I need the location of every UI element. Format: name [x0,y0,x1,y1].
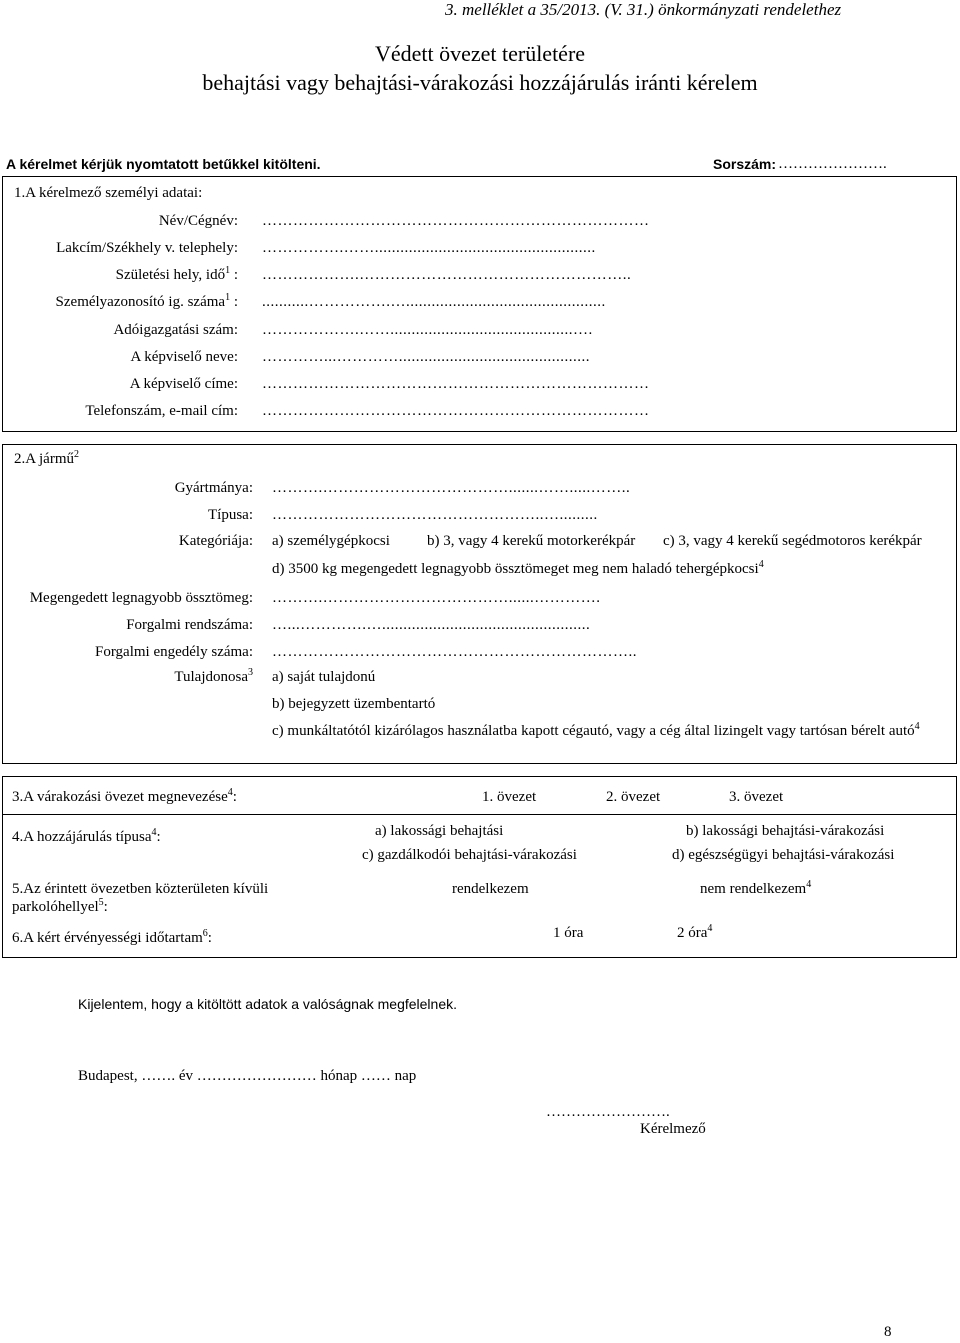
permit-type-option-d[interactable]: d) egészségügyi behajtási-várakozási [672,847,895,863]
representative-name-field[interactable]: …………...…………............................................. [262,349,590,365]
weight-label: Megengedett legnagyobb össztömeg: [29,590,253,606]
plate-label: Forgalmi rendszáma: [126,617,253,633]
category-option-a[interactable]: a) személygépkocsi [272,533,390,549]
permit-field[interactable]: …………………………………………………………….. [272,644,637,660]
contact-field[interactable]: ………………………………………………………………… [262,403,650,419]
type-field[interactable]: ……………………………………………..…......... [272,507,598,523]
address-label: Lakcím/Székhely v. telephely: [56,240,238,256]
id-number-label: Személyazonosító ig. száma$^1$ : [55,292,238,310]
representative-address-field[interactable]: ………………………………………………………………… [262,376,650,392]
type-label: Típusa: [208,507,253,523]
address-field[interactable]: …………….…….................................................... [262,240,596,256]
validity-option-2h[interactable]: 2 óra$^4$ [677,923,713,941]
zone-option-1[interactable]: 1. övezet [482,789,537,805]
permit-type-option-c[interactable]: c) gazdálkodói behajtási-várakozási [362,847,577,863]
id-number-field[interactable]: ...........…………….…............................................... [262,294,606,310]
parking-label-line1: 5.Az érintett övezetben közterületen kívüli [12,881,269,897]
annex-note: 3. melléklet a 35/2013. (V. 31.) önkormányzati rendelethez [445,0,842,19]
declaration-text: Kijelentem, hogy a kitöltött adatok a valóságnak megfelelnek. [78,996,458,1012]
weight-field[interactable]: ……….………………………………......…………. [272,590,601,606]
parking-option-yes[interactable]: rendelkezem [452,881,529,897]
owner-label: Tulajdonosa$^3$ [174,667,253,685]
permit-type-option-b[interactable]: b) lakossági behajtási-várakozási [686,823,885,839]
signature-line[interactable]: ……………………. [546,1104,670,1120]
signature-label: Kérelmező [640,1121,706,1137]
validity-option-1h[interactable]: 1 óra [553,925,584,941]
form-title-line2: behajtási vagy behajtási-várakozási hozzájárulás iránti kérelem [202,70,758,95]
date-line[interactable]: Budapest, ……. év …………………… hónap …… nap [78,1068,417,1084]
validity-label: 6.A kért érvényességi időtartam$^6$: [12,928,212,946]
permit-type-label: 4.A hozzájárulás típusa$^4$: [12,827,161,845]
serial-field[interactable]: …………………. [778,156,887,172]
owner-option-b[interactable]: b) bejegyzett üzembentartó [272,696,436,712]
form-title-line1: Védett övezet területére [374,41,586,66]
birth-label: Születési hely, idő$^1$ : [115,265,238,283]
page-number: 8 [884,1324,892,1340]
zone-label: 3.A várakozási övezet megnevezése$^4$: [12,787,237,805]
name-label: Név/Cégnév: [158,213,238,229]
owner-option-a[interactable]: a) saját tulajdonú [272,669,376,685]
tax-id-field[interactable]: ……………….……...........................................…. [262,322,593,338]
permit-type-option-a[interactable]: a) lakossági behajtási [375,823,504,839]
category-option-d[interactable]: d) 3500 kg megengedett legnagyobb össztömeget meg nem haladó tehergépkocsi$^4$ [272,559,764,577]
birth-field[interactable]: ……………….…………………………………………….. [262,267,632,283]
representative-address-label: A képviselő címe: [129,376,238,392]
make-field[interactable]: ……….……………………………….......…….....…….. [272,480,631,496]
owner-option-c[interactable]: c) munkáltatótól kizárólagos használatba kapott cégautó, vagy a cég által lizingelt vagy tartósan bérelt autó$^4$ [272,721,920,739]
name-field[interactable]: ………………………………………………………………… [262,213,650,229]
zone-option-2[interactable]: 2. övezet [606,789,661,805]
tax-id-label: Adóigazgatási szám: [113,322,238,338]
make-label: Gyártmánya: [174,480,253,496]
parking-label-line2: parkolóhellyel$^5$: [12,897,108,915]
zone-option-3[interactable]: 3. övezet [729,789,784,805]
plate-field[interactable]: …...………….…................................................. [272,617,591,633]
category-label: Kategóriája: [178,533,253,549]
representative-name-label: A képviselő neve: [130,349,238,365]
serial-label: Sorszám: [713,156,777,172]
permit-label: Forgalmi engedély száma: [94,644,253,660]
fill-instruction: A kérelmet kérjük nyomtatott betűkkel kitölteni. [6,156,321,172]
section2-heading: 2.A jármű$^2$ [14,449,79,467]
divider-3-4 [2,814,957,815]
category-option-b[interactable]: b) 3, vagy 4 kerekű motorkerékpár [427,533,636,549]
category-option-c[interactable]: c) 3, vagy 4 kerekű segédmotoros kerékpár [663,533,922,549]
contact-label: Telefonszám, e-mail cím: [85,403,238,419]
parking-option-no[interactable]: nem rendelkezem$^4$ [700,879,812,897]
section1-heading: 1.A kérelmező személyi adatai: [14,185,203,201]
